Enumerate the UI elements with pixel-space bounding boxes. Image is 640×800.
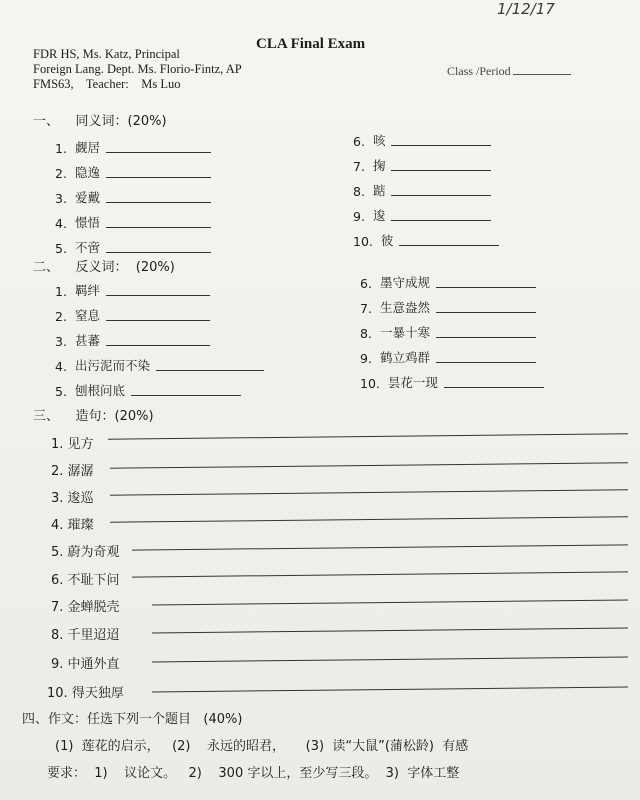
- answer-blank[interactable]: [106, 226, 211, 228]
- list-item: 3. 甚蕃: [55, 324, 264, 349]
- sentence-item: 7. 金蝉脱壳: [51, 600, 120, 615]
- sentence-answer-line[interactable]: [152, 687, 628, 693]
- list-item: 10. 昙花一现: [360, 366, 544, 391]
- list-item: 1. 觑居: [55, 131, 211, 156]
- header-school-info: [33, 47, 242, 92]
- answer-blank[interactable]: [436, 361, 536, 363]
- answer-blank[interactable]: [106, 319, 210, 321]
- sentence-answer-line[interactable]: [152, 600, 628, 606]
- sentence-item: 9. 中通外直: [51, 657, 120, 672]
- sentence-answer-line[interactable]: [110, 489, 628, 495]
- essay-topics: (1) 莲花的启示， (2) 永远的昭君， (3) 读“大鼠”(蒲松龄) 有感: [55, 739, 469, 754]
- sentence-item: 1. 见方: [51, 437, 94, 452]
- list-item: 8. 一暴十寒: [360, 316, 544, 341]
- answer-blank[interactable]: [444, 386, 544, 388]
- answer-blank[interactable]: [436, 286, 536, 288]
- header-line: FDR HS, Ms. Katz, Principal: [33, 47, 180, 61]
- answer-blank[interactable]: [106, 344, 210, 346]
- section-synonyms-heading: 一、 同义词：(20%): [33, 114, 167, 129]
- sentence-item: 6. 不耻下问: [51, 573, 120, 588]
- class-period-label: Class /Period: [447, 64, 511, 78]
- header-line: Foreign Lang. Dept. Ms. Florio-Fintz, AP: [33, 62, 242, 76]
- sentence-item: 5. 蔚为奇观: [51, 545, 120, 560]
- sentence-answer-line[interactable]: [132, 571, 628, 577]
- sentence-answer-line[interactable]: [152, 657, 628, 663]
- answer-blank[interactable]: [156, 369, 264, 371]
- list-item: 6. 咳: [353, 124, 499, 149]
- answer-blank[interactable]: [106, 176, 211, 178]
- list-item: 9. 逡: [353, 199, 499, 224]
- sentence-answer-line[interactable]: [108, 433, 628, 439]
- handwritten-date: 1/12/17: [497, 0, 555, 18]
- section-antonyms-heading: 二、 反义词： (20%): [33, 260, 175, 275]
- exam-title: CLA Final Exam: [256, 36, 366, 52]
- list-item: 6. 墨守成规: [360, 266, 544, 291]
- synonyms-left-list: [55, 131, 211, 256]
- sentence-answer-line[interactable]: [110, 462, 628, 468]
- list-item: 9. 鹤立鸡群: [360, 341, 544, 366]
- answer-blank[interactable]: [391, 169, 491, 171]
- sentence-item: 8. 千里迢迢: [51, 628, 120, 643]
- answer-blank[interactable]: [106, 201, 211, 203]
- answer-blank[interactable]: [399, 244, 499, 246]
- answer-blank[interactable]: [391, 194, 491, 196]
- section-essay-heading: 四、作文：任选下列一个题目 (40%): [22, 712, 243, 727]
- answer-blank[interactable]: [106, 294, 210, 296]
- answer-blank[interactable]: [106, 151, 211, 153]
- antonyms-right-list: [360, 266, 544, 391]
- list-item: 1. 羁绊: [55, 274, 264, 299]
- sentence-item: 4. 璀璨: [51, 518, 94, 533]
- list-item: 3. 爱戴: [55, 181, 211, 206]
- sentence-answer-line[interactable]: [152, 628, 628, 634]
- antonyms-left-list: [55, 274, 264, 399]
- sentence-item: 3. 逡巡: [51, 491, 94, 506]
- essay-requirements: 要求： 1) 议论文。 2) 300 字以上，至少写三段。 3) 字体工整: [47, 766, 460, 781]
- synonyms-right-list: [353, 124, 499, 249]
- class-period-field: [447, 64, 571, 79]
- answer-blank[interactable]: [106, 251, 211, 253]
- answer-blank[interactable]: [436, 311, 536, 313]
- list-item: 7. 掬: [353, 149, 499, 174]
- list-item: 5. 刨根问底: [55, 374, 264, 399]
- header-line: FMS63, Teacher: Ms Luo: [33, 77, 181, 91]
- sentence-item: 2. 潺潺: [51, 464, 94, 479]
- list-item: 4. 出污泥而不染: [55, 349, 264, 374]
- sentence-answer-line[interactable]: [110, 516, 628, 522]
- list-item: 4. 憬悟: [55, 206, 211, 231]
- sentence-item: 10. 得天独厚: [47, 686, 124, 701]
- list-item: 2. 窒息: [55, 299, 264, 324]
- answer-blank[interactable]: [436, 336, 536, 338]
- list-item: 8. 踮: [353, 174, 499, 199]
- answer-blank[interactable]: [391, 219, 491, 221]
- list-item: 5. 不啻: [55, 231, 211, 256]
- list-item: 2. 隐逸: [55, 156, 211, 181]
- list-item: 7. 生意盎然: [360, 291, 544, 316]
- list-item: 10. 彼: [353, 224, 499, 249]
- answer-blank[interactable]: [131, 394, 241, 396]
- answer-blank[interactable]: [391, 144, 491, 146]
- section-sentences-heading: 三、 造句：(20%): [33, 409, 154, 424]
- class-period-blank: [513, 64, 571, 75]
- sentence-answer-line[interactable]: [132, 544, 628, 550]
